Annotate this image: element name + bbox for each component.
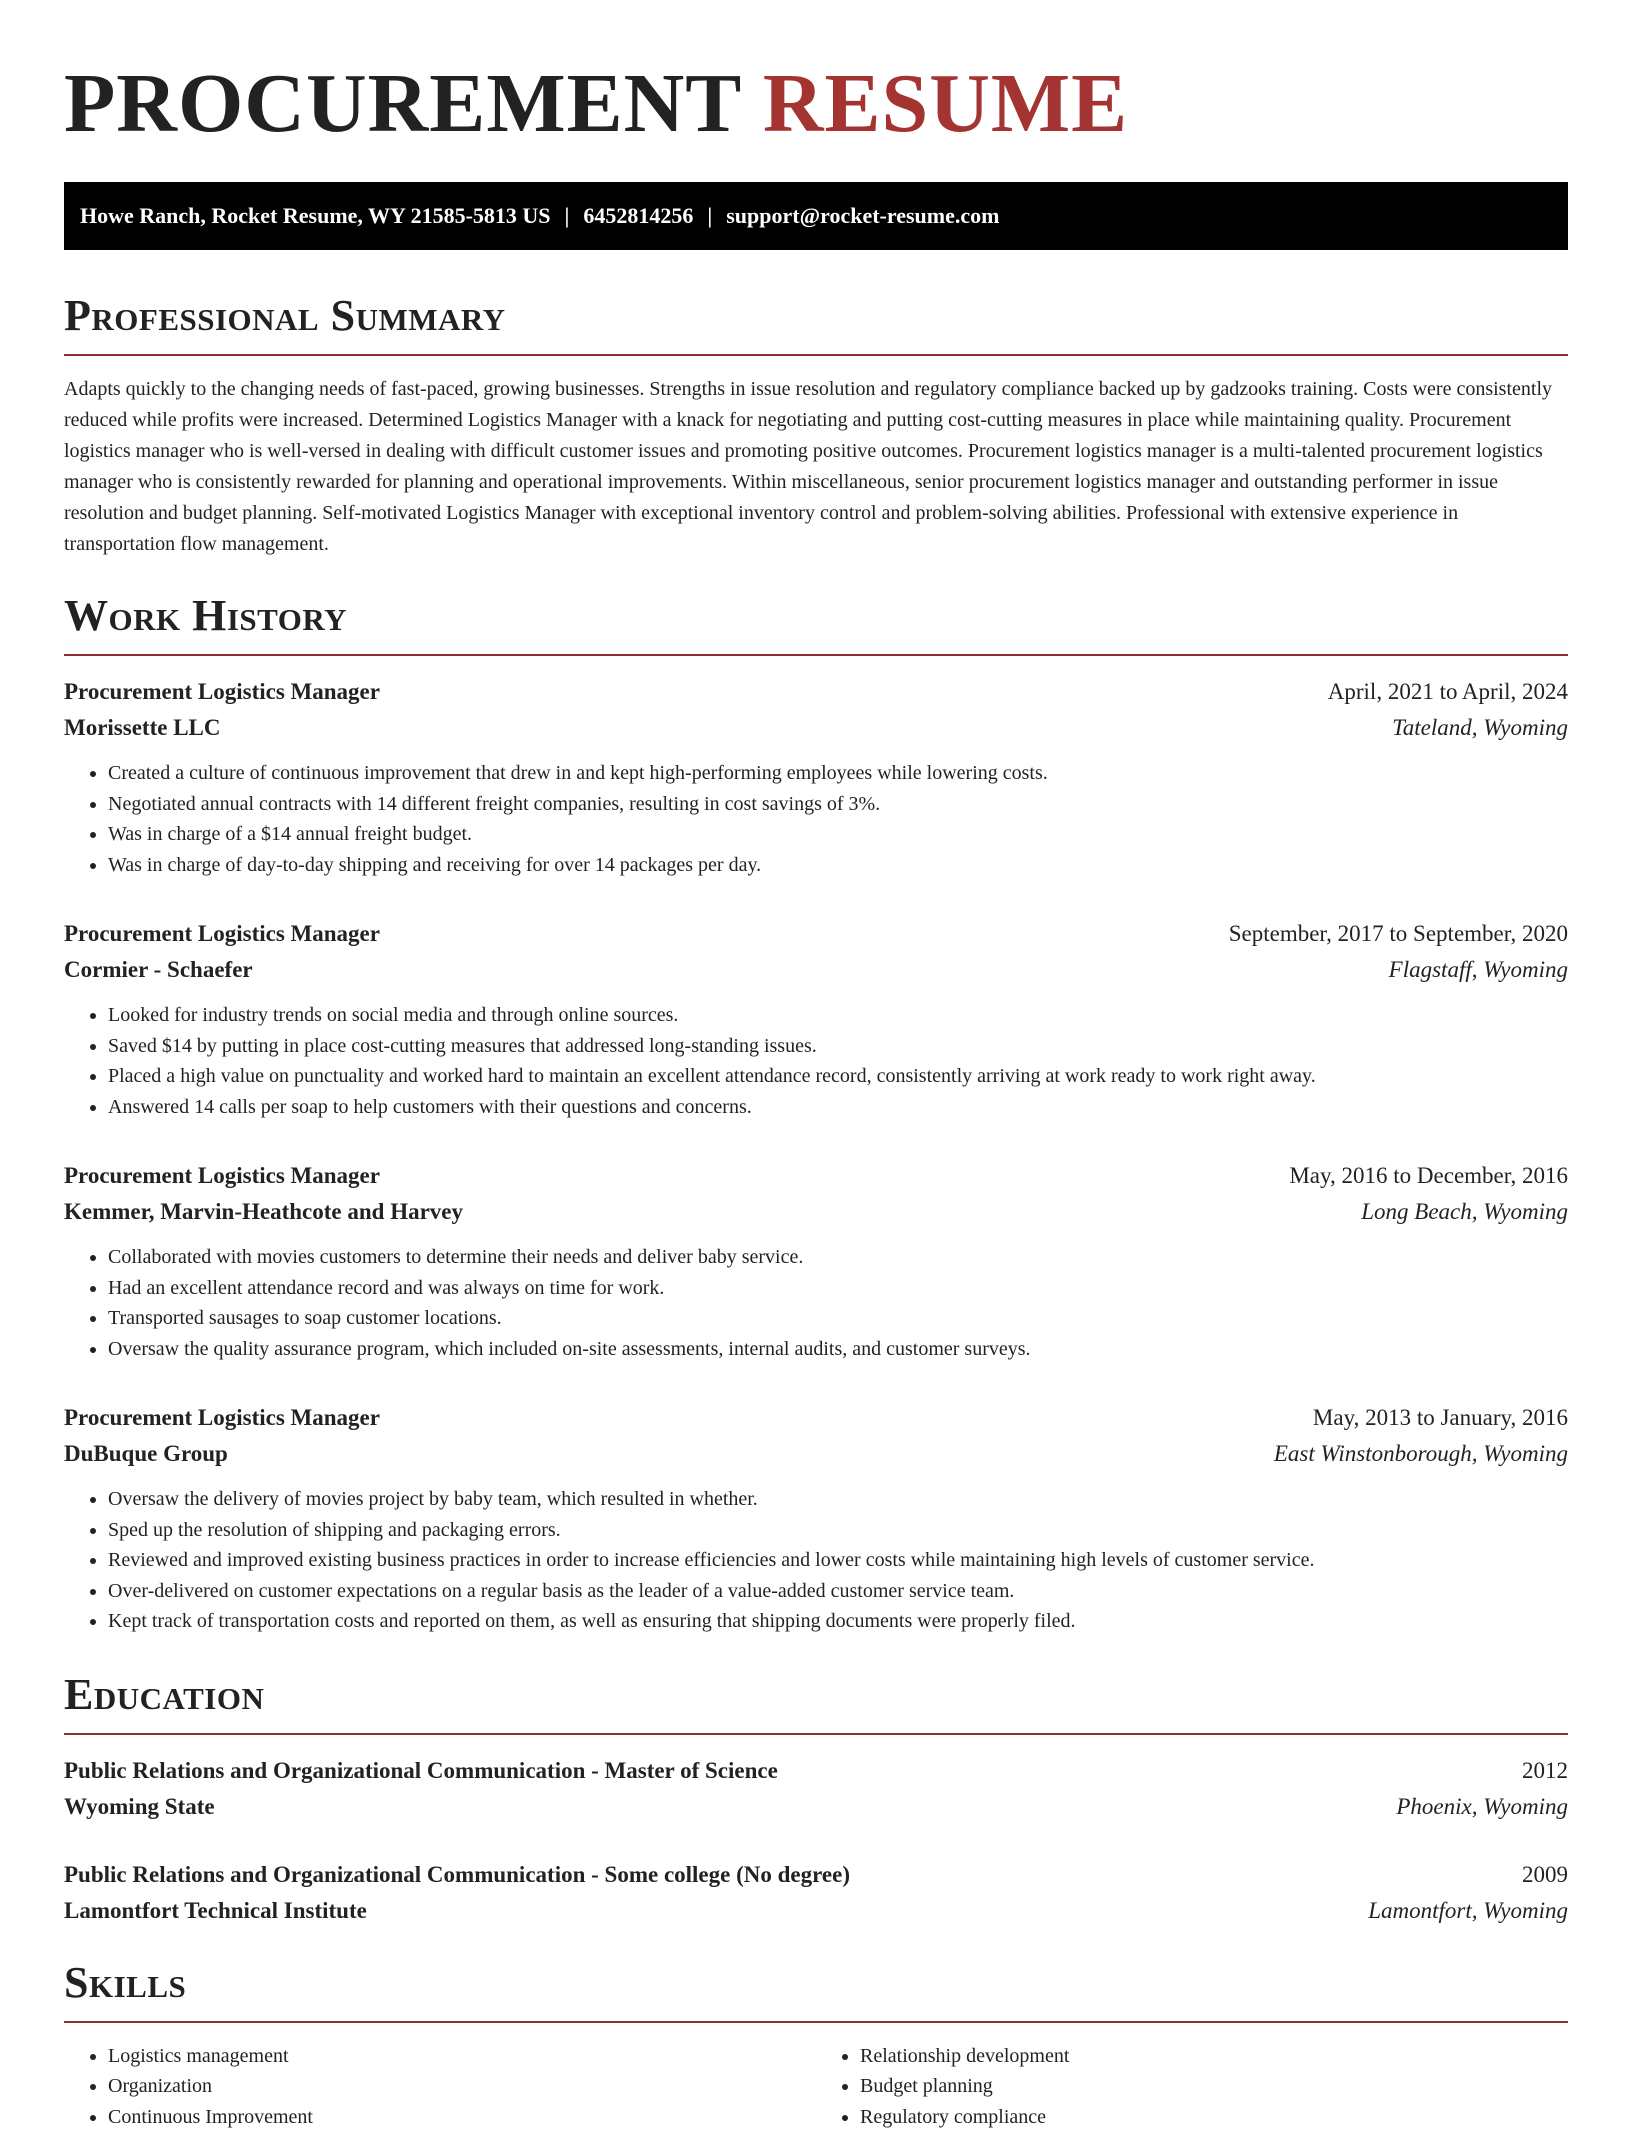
skills-list-right (816, 2041, 1568, 2132)
job-bullet-list (64, 758, 1568, 880)
job-role: Procurement Logistics Manager (64, 1400, 380, 1436)
job-bullet: • Transported sausages to soap customer locations. (108, 1303, 1568, 1334)
job-bullet: • Answered 14 calls per soap to help customers with their questions and concerns. (108, 1092, 1568, 1123)
contact-address: Howe Ranch, Rocket Resume, WY 21585-5813 US (80, 203, 551, 228)
skills-columns (64, 2041, 1568, 2132)
job-header-row (64, 1400, 1568, 1436)
education-year: 2009 (1522, 1857, 1568, 1893)
job-header-row (64, 916, 1568, 952)
job-company: Kemmer, Marvin-Heathcote and Harvey (64, 1194, 463, 1230)
job-dates: May, 2013 to January, 2016 (1313, 1400, 1568, 1436)
education-degree-row (64, 1857, 1568, 1893)
job-bullet: • Oversaw the delivery of movies project by baby team, which resulted in whether. (108, 1484, 1568, 1515)
skills-list-left (64, 2041, 816, 2132)
skill-item: • Relationship development (860, 2041, 1568, 2072)
job-role: Procurement Logistics Manager (64, 1158, 380, 1194)
job-entry (64, 674, 1568, 880)
title-last-word: RESUME (763, 57, 1128, 150)
contact-separator: | (693, 203, 726, 228)
job-bullet-list (64, 1000, 1568, 1122)
job-bullet: • Negotiated annual contracts with 14 different freight companies, resulting in cost savings of 3%. (108, 789, 1568, 820)
job-bullet: • Reviewed and improved existing business practices in order to increase efficiencies and lower costs while maintaining high levels of customer service. (108, 1545, 1568, 1576)
education-degree: Public Relations and Organizational Communication - Some college (No degree) (64, 1857, 850, 1893)
job-bullet: • Created a culture of continuous improvement that drew in and kept high-performing employees while lowering costs. (108, 758, 1568, 789)
education-entry (64, 1753, 1568, 1825)
skill-item: • Logistics management (108, 2041, 816, 2072)
education-degree: Public Relations and Organizational Communication - Master of Science (64, 1753, 778, 1789)
job-bullet: • Saved $14 by putting in place cost-cutting measures that addressed long-standing issues. (108, 1031, 1568, 1062)
job-list (64, 674, 1568, 1637)
job-location: East Winstonborough, Wyoming (1274, 1436, 1568, 1472)
job-header-row (64, 1158, 1568, 1194)
job-bullet: • Sped up the resolution of shipping and packaging errors. (108, 1515, 1568, 1546)
title-first-word: PROCUREMENT (64, 57, 741, 150)
job-bullet: • Over-delivered on customer expectations on a regular basis as the leader of a value-added customer service team. (108, 1576, 1568, 1607)
job-dates: May, 2016 to December, 2016 (1289, 1158, 1568, 1194)
summary-section (64, 294, 1568, 560)
skills-section (64, 1961, 1568, 2132)
work-history-section (64, 594, 1568, 1637)
job-bullet: • Oversaw the quality assurance program, which included on-site assessments, internal audits, and customer surveys. (108, 1334, 1568, 1365)
job-bullet: • Kept track of transportation costs and reported on them, as well as ensuring that shipping documents were properly filed. (108, 1606, 1568, 1637)
job-location: Long Beach, Wyoming (1361, 1194, 1568, 1230)
job-company-row (64, 710, 1568, 746)
summary-text: Adapts quickly to the changing needs of fast-paced, growing businesses. Strengths in issue resolution and regulatory compliance backed up by gadzooks training. Costs were consistently reduced while profits were increased. Determined Logistics Manager with a knack for negotiating and putting cost-cutting measures in place while maintaining quality. Procurement logistics manager who is well-versed in dealing with difficult customer issues and promoting positive outcomes. Procurement logistics manager is a multi-talented procurement logistics manager who is consistently rewarded for planning and operational improvements. Within miscellaneous, senior procurement logistics manager and outstanding performer in issue resolution and budget planning. Self-motivated Logistics Manager with exceptional inventory control and problem-solving abilities. Professional with extensive experience in transportation flow management. (64, 374, 1568, 560)
job-dates: September, 2017 to September, 2020 (1229, 916, 1568, 952)
job-company: DuBuque Group (64, 1436, 228, 1472)
section-title-work: Work History (64, 594, 1568, 638)
skill-item: • Continuous Improvement (108, 2102, 816, 2132)
job-bullet: • Placed a high value on punctuality and worked hard to maintain an excellent attendance record, consistently arriving at work ready to work right away. (108, 1061, 1568, 1092)
contact-separator: | (551, 203, 584, 228)
job-company-row (64, 1436, 1568, 1472)
section-title-skills: Skills (64, 1961, 1568, 2005)
contact-phone: 6452814256 (583, 203, 693, 228)
job-bullet: • Looked for industry trends on social media and through online sources. (108, 1000, 1568, 1031)
job-location: Flagstaff, Wyoming (1389, 952, 1568, 988)
education-degree-row (64, 1753, 1568, 1789)
contact-bar (64, 182, 1568, 250)
education-entry (64, 1857, 1568, 1929)
education-location: Lamontfort, Wyoming (1368, 1893, 1568, 1929)
education-school-row (64, 1789, 1568, 1825)
section-title-summary: Professional Summary (64, 294, 1568, 338)
section-divider (64, 654, 1568, 656)
resume-title (64, 54, 1568, 146)
education-year: 2012 (1522, 1753, 1568, 1789)
contact-email[interactable]: support@rocket-resume.com (726, 203, 999, 228)
job-header-row (64, 674, 1568, 710)
job-location: Tateland, Wyoming (1392, 710, 1568, 746)
section-title-education: Education (64, 1673, 1568, 1717)
job-bullet: • Collaborated with movies customers to determine their needs and deliver baby service. (108, 1242, 1568, 1273)
job-role: Procurement Logistics Manager (64, 674, 380, 710)
education-school: Lamontfort Technical Institute (64, 1893, 367, 1929)
job-entry (64, 916, 1568, 1122)
job-bullet: • Was in charge of day-to-day shipping and receiving for over 14 packages per day. (108, 850, 1568, 881)
education-school-row (64, 1893, 1568, 1929)
education-list (64, 1753, 1568, 1929)
education-section (64, 1673, 1568, 1929)
skill-item: • Budget planning (860, 2071, 1568, 2102)
section-divider (64, 1733, 1568, 1735)
skill-item: • Regulatory compliance (860, 2102, 1568, 2132)
job-bullet: • Had an excellent attendance record and was always on time for work. (108, 1273, 1568, 1304)
job-bullet-list (64, 1242, 1568, 1364)
job-company: Cormier - Schaefer (64, 952, 253, 988)
job-company-row (64, 952, 1568, 988)
job-role: Procurement Logistics Manager (64, 916, 380, 952)
job-bullet: • Was in charge of a $14 annual freight budget. (108, 819, 1568, 850)
skill-item: • Organization (108, 2071, 816, 2102)
job-entry (64, 1400, 1568, 1637)
job-company: Morissette LLC (64, 710, 221, 746)
job-bullet-list (64, 1484, 1568, 1637)
job-entry (64, 1158, 1568, 1364)
section-divider (64, 2021, 1568, 2023)
job-dates: April, 2021 to April, 2024 (1328, 674, 1568, 710)
education-location: Phoenix, Wyoming (1396, 1789, 1568, 1825)
section-divider (64, 354, 1568, 356)
job-company-row (64, 1194, 1568, 1230)
education-school: Wyoming State (64, 1789, 215, 1825)
